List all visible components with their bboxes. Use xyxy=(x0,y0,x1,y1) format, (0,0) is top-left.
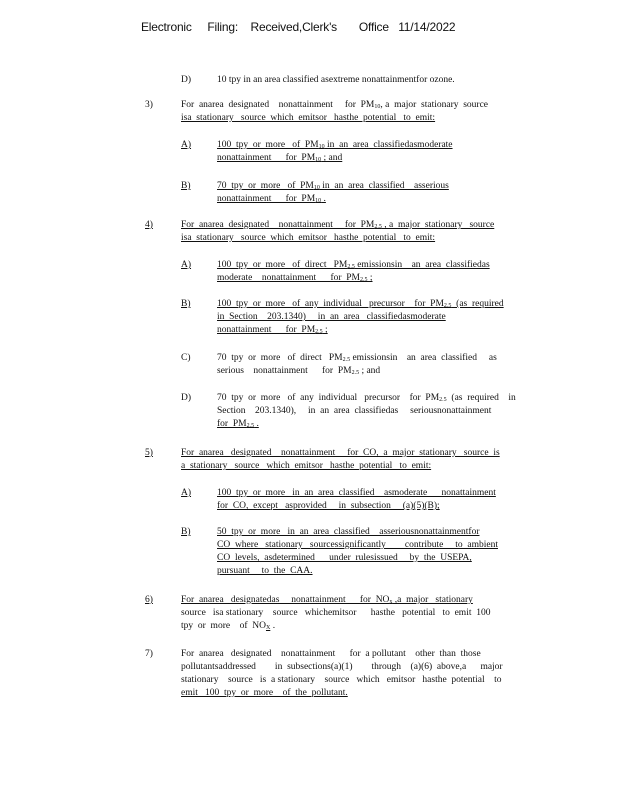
item-label: A) xyxy=(181,140,192,150)
item-label: A) xyxy=(181,260,192,270)
paragraph-4b: 100 tpy or more of any individual precursor for $PM_{2.5}$ (as required in Section 203.1340) in an area classifiedasmoderate nonattainment for $PM_{2.5}$ ; xyxy=(217,299,504,335)
item-label: B) xyxy=(181,181,191,191)
item-label: A) xyxy=(181,488,192,498)
paragraph-3b: 70 tpy or more of $PM_{10}$ in an area classified asserious nonattainment for $PM_{10}$ . xyxy=(217,181,449,204)
paragraph-5a: 100 tpy or more in an area classified asmoderate nonattainment for CO, except asprovided in subsection (a)(5)(B); xyxy=(217,488,496,511)
paragraph-3: For anarea designated nonattainment for $PM_{10}$, a major stationary source isa stationary source which emitsor hasthe potential to emit: xyxy=(181,100,489,123)
item-label: B) xyxy=(181,527,191,537)
paragraph-4: For anarea designated nonattainment for $PM_{2.5}$ , a major stationary source isa stationary source which emitsor hasthe potential to emit: xyxy=(181,220,495,243)
item-label: C) xyxy=(181,353,191,363)
item-label: 7) xyxy=(145,649,153,659)
paragraph-7: For anarea designated nonattainment for a pollutant other than those pollutantsaddressed in subsections(a)(1) through (a)(6) above,a major stationary source is a stationary source which emitsor hasthe potential to emit 100 tpy or more of the pollutant. xyxy=(181,649,503,698)
item-label: 5) xyxy=(145,448,153,458)
item-label: 6) xyxy=(145,595,153,605)
paragraph-4c: 70 tpy or more of direct $PM_{2.5}$ emissionsin an area classified as serious nonattainment for $PM_{2.5}$ ; and xyxy=(217,353,497,376)
paragraph-5b: 50 tpy or more in an area classified asseriousnonattainmentfor CO where stationary sourcessignificantly contribute to ambient CO levels, asdetermined under rulesissued by the USEPA, pursuant to the CAA. xyxy=(217,527,498,576)
paragraph-5: For anarea designated nonattainment for CO, a major stationary source is a stationary source which emitsor hasthe potential to emit: xyxy=(181,448,500,471)
item-label: D) xyxy=(181,75,192,85)
item-label: D) xyxy=(181,393,192,403)
item-label: 4) xyxy=(145,220,153,230)
paragraph-3a: 100 tpy or more of $PM_{10}$ in an area classifiedasmoderate nonattainment for $PM_{10}$ ; and xyxy=(217,140,453,163)
paragraph-4d: 70 tpy or more of any individual precursor for $PM_{2.5}$ (as required in Section 203.1340), in an area classifiedas seriousnonattainment for $PM_{2.5}$ . xyxy=(217,393,516,429)
item-text: 10 tpy in an area classified asextreme nonattainmentfor ozone. xyxy=(217,75,455,85)
paragraph-4a: 100 tpy or more of direct $PM_{2.5}$ emissionsin an area classifiedas moderate nonattainment for $PM_{2.5}$ ; xyxy=(217,260,490,283)
item-label: B) xyxy=(181,299,191,309)
item-label: 3) xyxy=(145,100,153,110)
paragraph-6: For anarea designatedas nonattainment for $NO_x$ ,a major stationary source isa stationary source whichemitsor hasthe potential to emit 100 tpy or more of $NO_X$ . xyxy=(181,595,491,631)
filing-header: Electronic Filing: Received,Clerk's Office 11/14/2022 xyxy=(141,20,456,34)
